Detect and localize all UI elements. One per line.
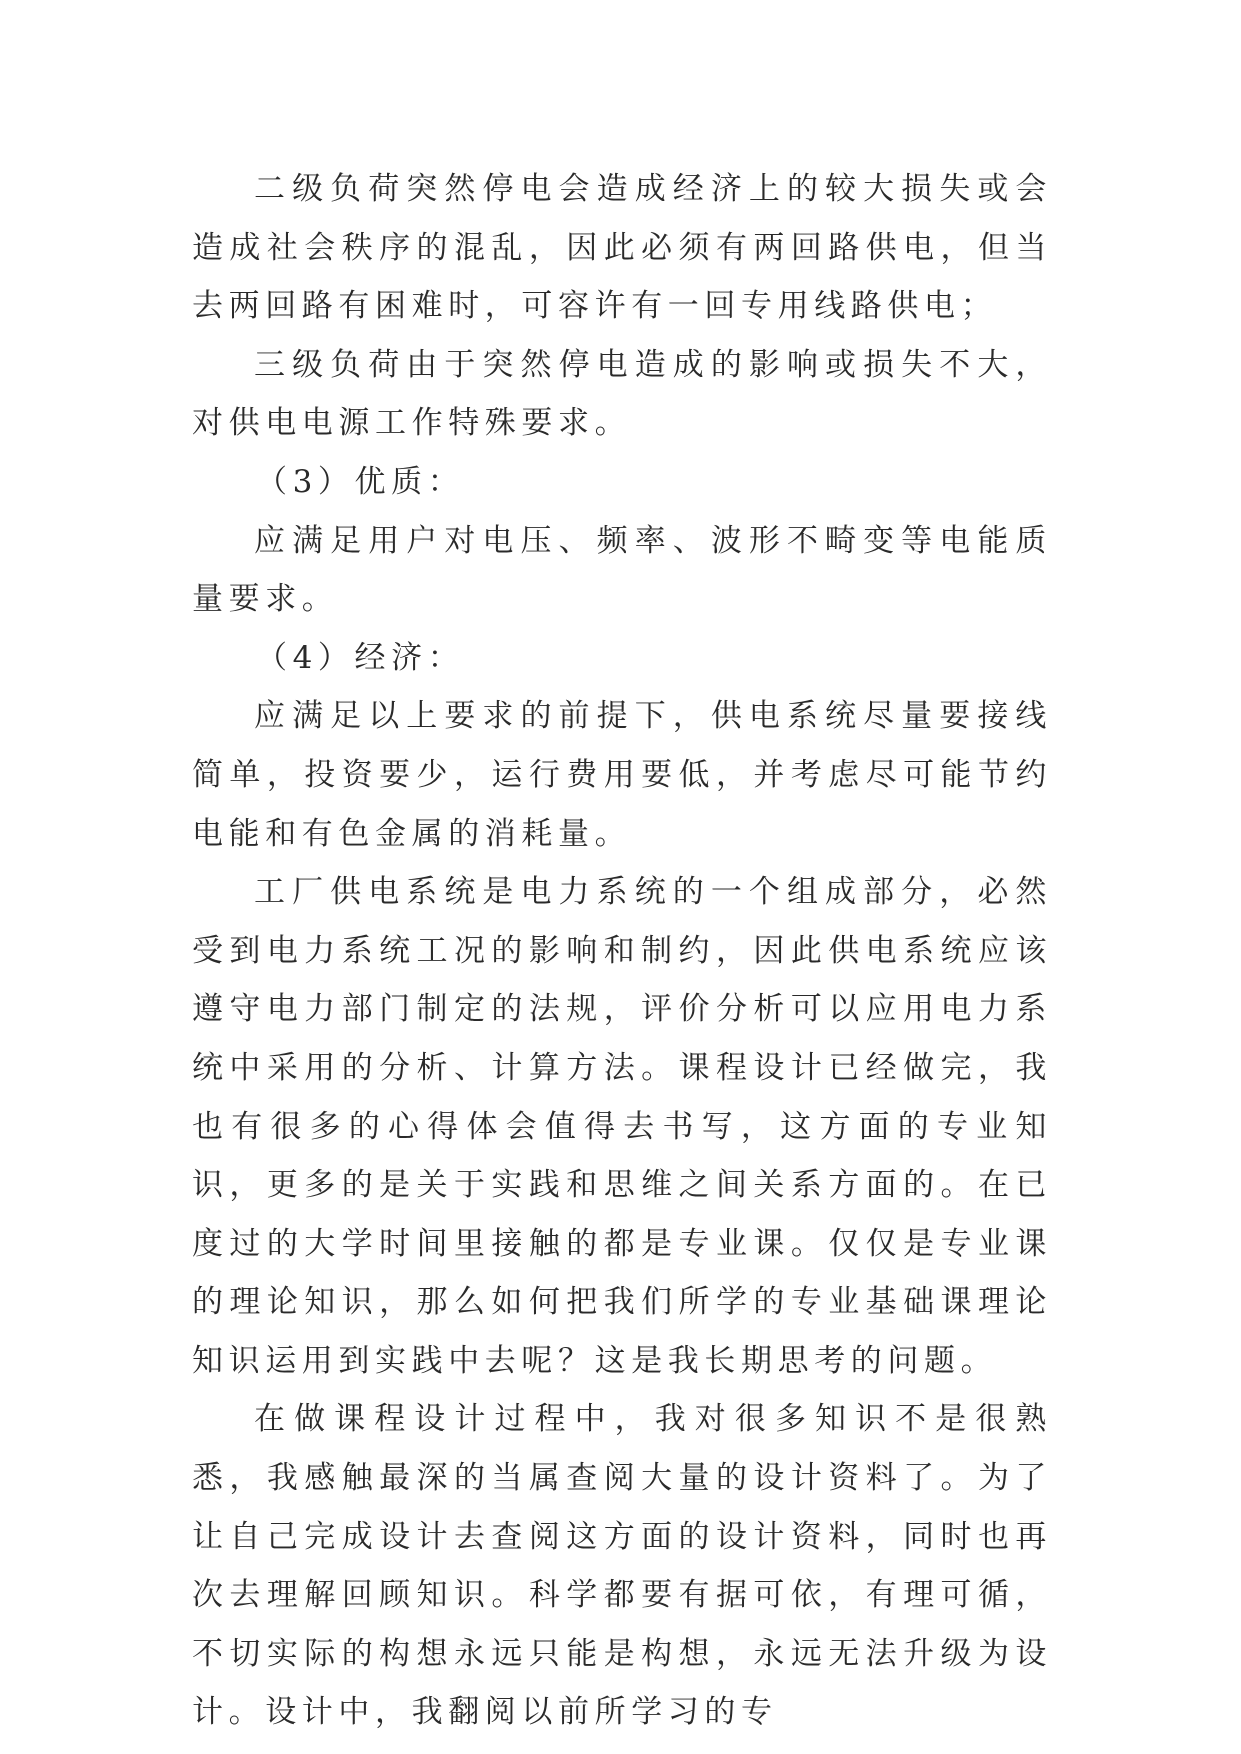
paragraph-course-design: 在做课程设计过程中，我对很多知识不是很熟悉，我感触最深的当属查阅大量的设计资料了。为了让自己完成设计去查阅这方面的设计资料，同时也再次去理解回顾知识。科学都要有据可依，有理可循，不切实际的构想永远只能是构想，永远无法升级为设计。设计中，我翻阅以前所学习的专 xyxy=(192,1401,1052,1731)
heading-economy: （4）经济： xyxy=(256,639,465,676)
paragraph-factory-power-system: 工厂供电系统是电力系统的一个组成部分，必然受到电力系统工况的影响和制约，因此供电系统应该遵守电力部门制定的法规，评价分析可以应用电力系统中采用的分析、计算方法。课程设计已经做完，我也有很多的心得体会值得去书写，这方面的专业知识，更多的是关于实践和思维之间关系方面的。在已度过的大学时间里接触的都是专业课。仅仅是专业课的理论知识，那么如何把我们所学的专业基础课理论知识运用到实践中去呢？这是我长期思考的问题。 xyxy=(192,874,1052,1379)
paragraph-quality: 应满足用户对电压、频率、波形不畸变等电能质量要求。 xyxy=(192,522,1052,618)
paragraph-economy: 应满足以上要求的前提下，供电系统尽量要接线简单，投资要少，运行费用要低，并考虑尽可能节约电能和有色金属的消耗量。 xyxy=(192,698,1052,852)
heading-quality: （3）优质： xyxy=(256,463,465,500)
paragraph-tertiary-load: 三级负荷由于突然停电造成的影响或损失不大，对供电电源工作特殊要求。 xyxy=(192,346,1052,442)
document-body xyxy=(192,160,1052,1742)
paragraph-secondary-load: 二级负荷突然停电会造成经济上的较大损失或会造成社会秩序的混乱，因此必须有两回路供电，但当去两回路有困难时，可容许有一回专用线路供电； xyxy=(192,171,1052,325)
